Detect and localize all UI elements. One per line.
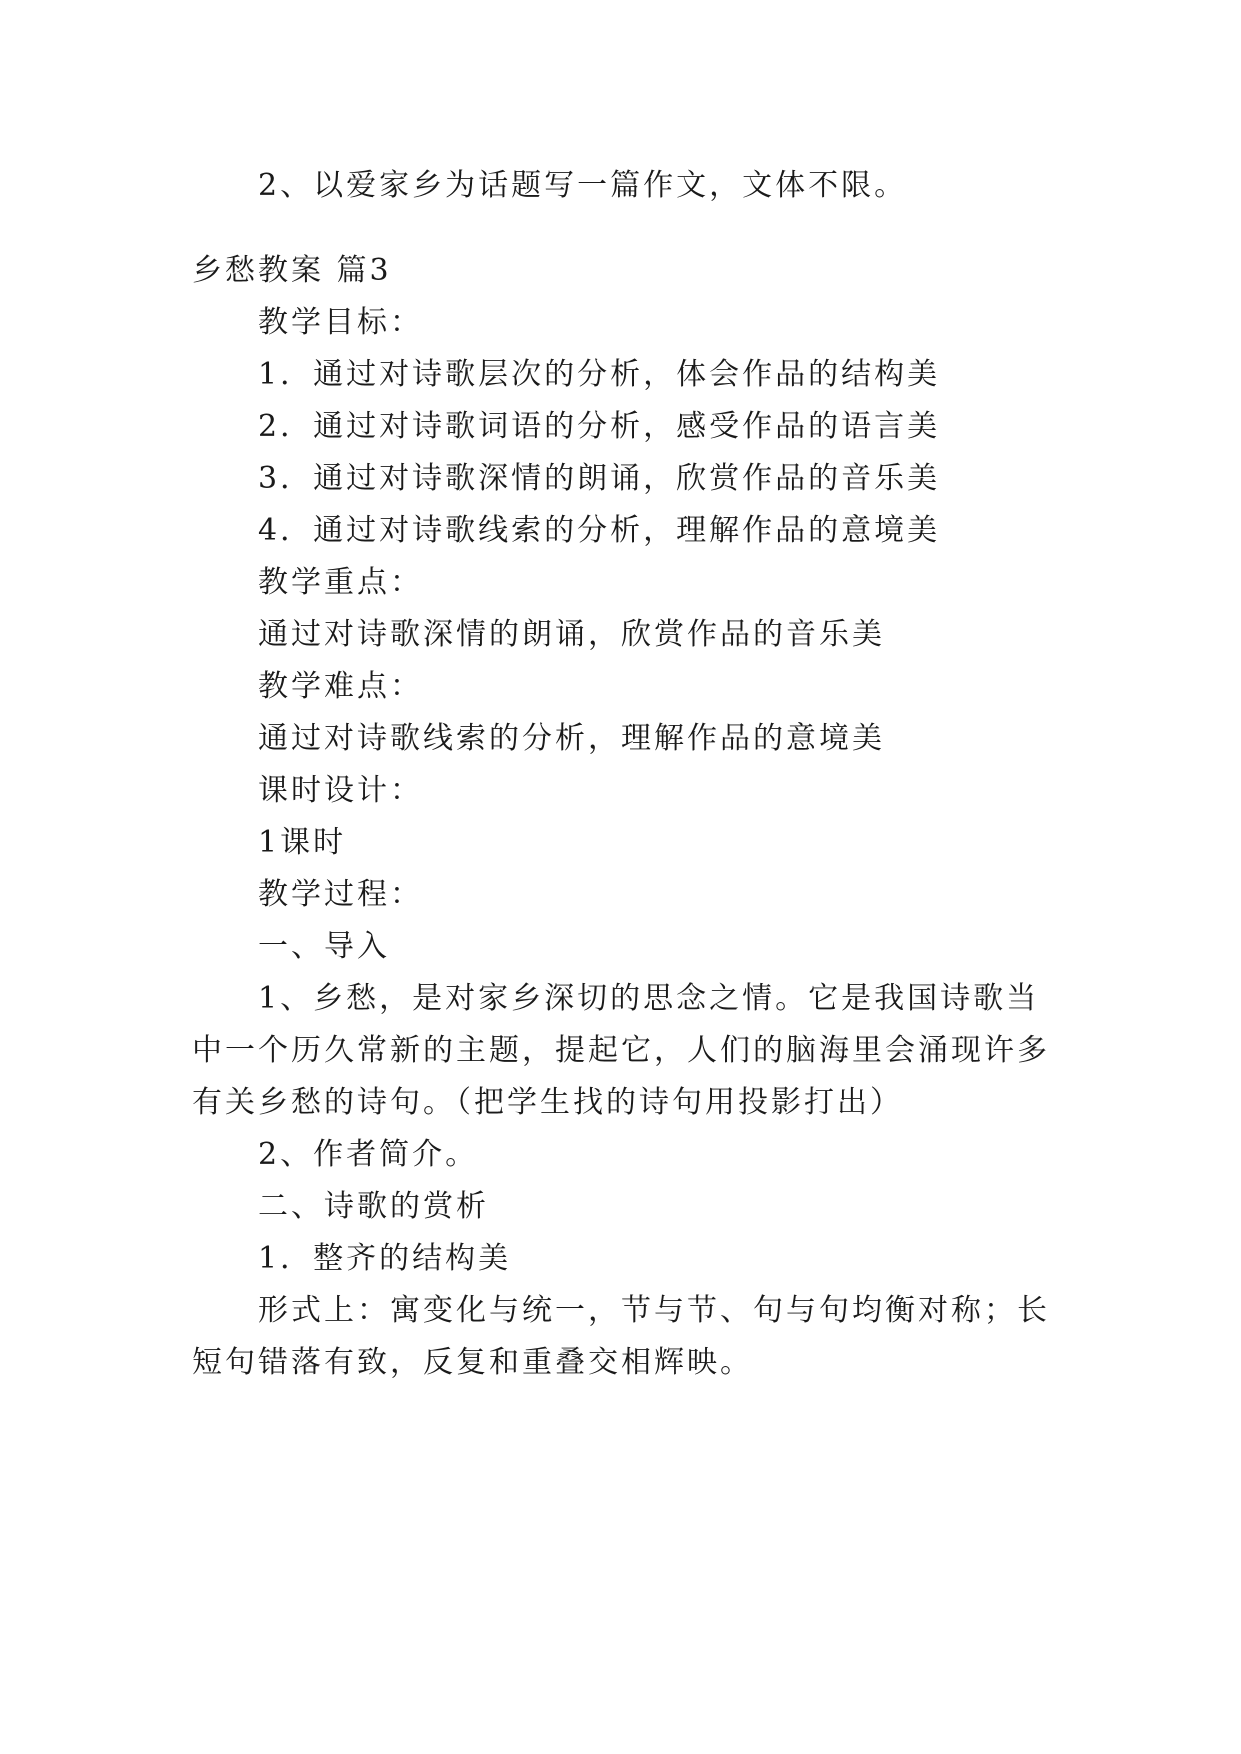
text-line: 通过对诗歌线索的分析，理解作品的意境美 (258, 721, 885, 756)
text-line: 2．通过对诗歌词语的分析，感受作品的语言美 (258, 409, 941, 444)
text-line: 通过对诗歌深情的朗诵，欣赏作品的音乐美 (258, 617, 885, 652)
text-line: 1、乡愁，是对家乡深切的思念之情。它是我国诗歌当 (258, 981, 1040, 1016)
text-line: 二、诗歌的赏析 (258, 1189, 489, 1224)
text-line: 2、作者简介。 (258, 1137, 479, 1172)
text-line: 教学难点： (258, 669, 423, 704)
text-line: 有关乡愁的诗句。（把学生找的诗句用投影打出） (192, 1085, 903, 1120)
text-line: 教学过程： (258, 877, 423, 912)
text-line: 1．通过对诗歌层次的分析，体会作品的结构美 (258, 357, 941, 392)
text-line: 形式上：寓变化与统一，节与节、句与句均衡对称；长 (258, 1293, 1050, 1328)
text-line: 教学目标： (258, 305, 423, 340)
text-line: 一、导入 (258, 929, 390, 964)
text-line: 1．整齐的结构美 (258, 1241, 512, 1276)
text-line: 2、以爱家乡为话题写一篇作文，文体不限。 (258, 168, 908, 203)
text-line: 短句错落有致，反复和重叠交相辉映。 (192, 1345, 753, 1380)
text-line: 中一个历久常新的主题，提起它，人们的脑海里会涌现许多 (192, 1033, 1050, 1068)
text-line: 教学重点： (258, 565, 423, 600)
text-line: 3．通过对诗歌深情的朗诵，欣赏作品的音乐美 (258, 461, 941, 496)
text-line: 课时设计： (258, 773, 423, 808)
text-line: 4．通过对诗歌线索的分析，理解作品的意境美 (258, 513, 941, 548)
section-heading: 乡愁教案 篇3 (192, 253, 392, 288)
text-line: 1课时 (258, 825, 347, 860)
